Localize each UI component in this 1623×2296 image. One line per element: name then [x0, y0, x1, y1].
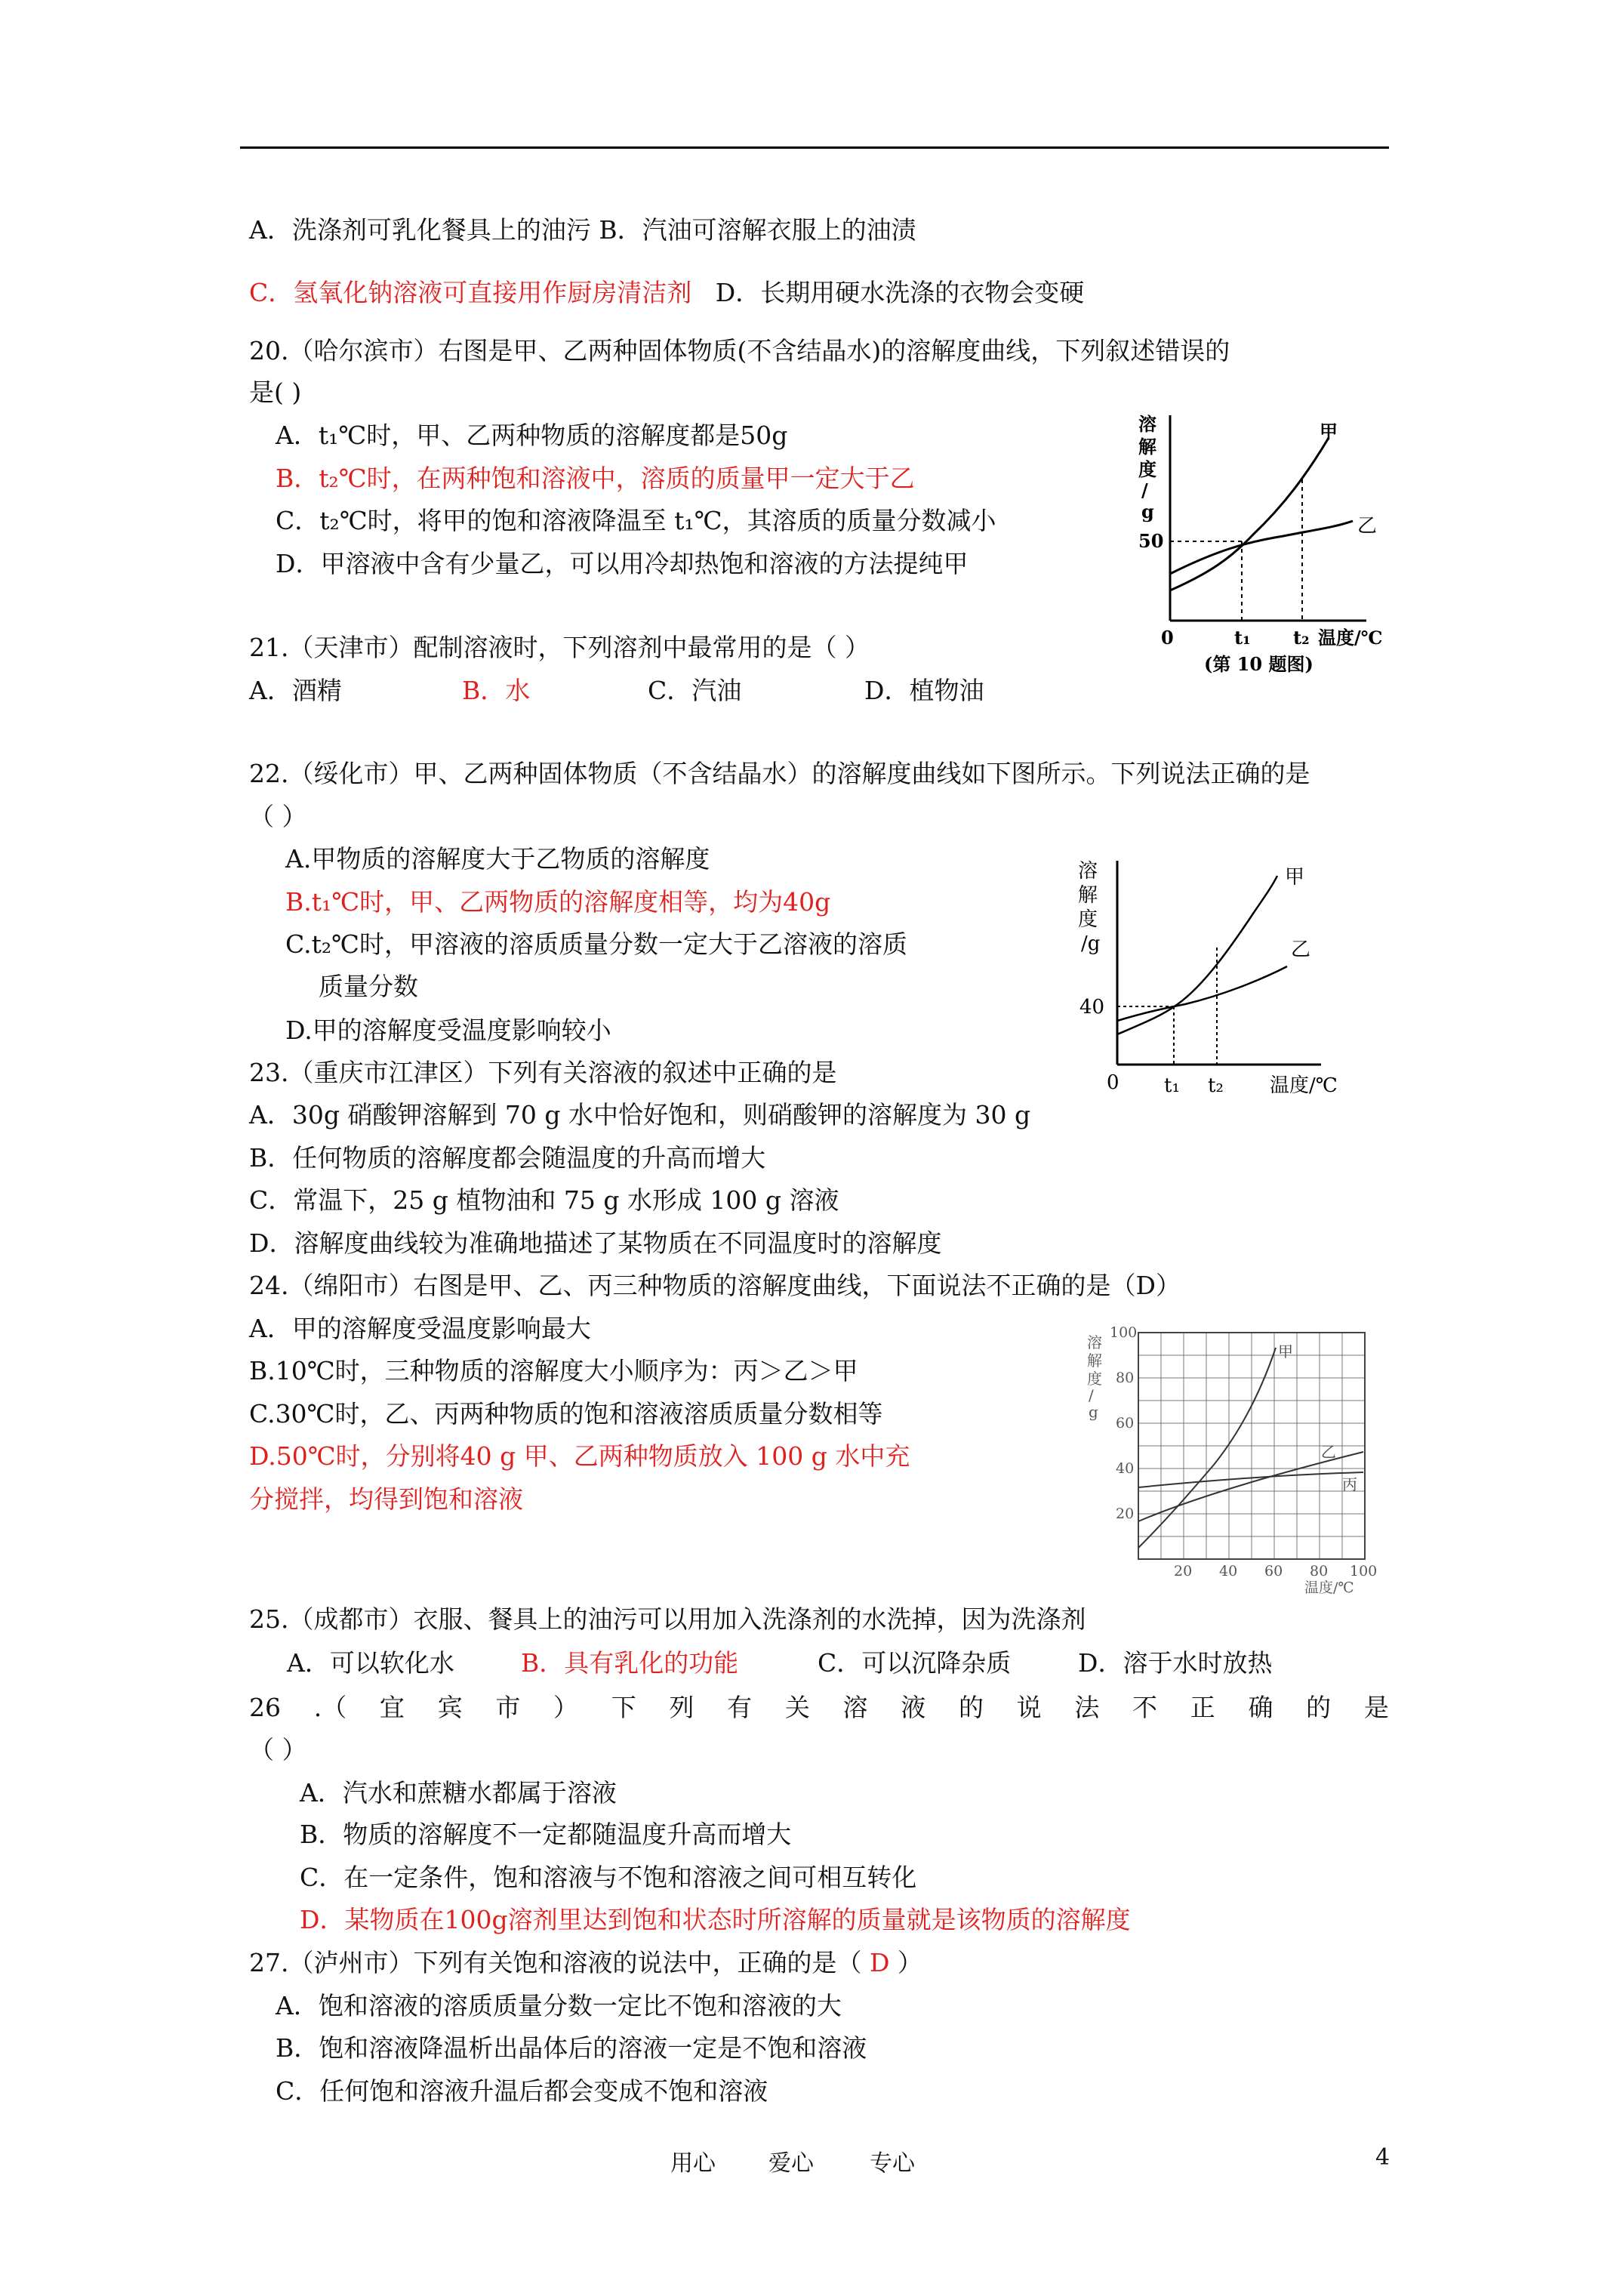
fig10-curve-jia: [1170, 438, 1329, 590]
q23-stem: 23.（重庆市江津区）下列有关溶液的叙述中正确的是: [249, 1058, 837, 1087]
q26-stem-char: 26: [249, 1693, 281, 1722]
q26-stem-char: 的: [958, 1693, 984, 1722]
footer-item-3: 专心: [870, 2150, 915, 2177]
q21-option-a: A．酒精: [249, 676, 342, 705]
q26-stem-char: 宜: [379, 1693, 405, 1722]
q20-option-d: D．甲溶液中含有少量乙，可以用冷却热饱和溶液的方法提纯甲: [276, 549, 969, 578]
fig22-tick-t1: t₁: [1164, 1074, 1180, 1097]
q26-stem-char: .（: [313, 1693, 347, 1722]
q27-stem: [249, 1948, 922, 1978]
fig24-xlabel: 温度/℃: [1304, 1579, 1354, 1596]
fig24-ylabel-3: 度: [1087, 1370, 1102, 1388]
fig24-curve-bing: [1138, 1472, 1363, 1487]
q22-option-d: D.甲的溶解度受温度影响较小: [285, 1015, 611, 1045]
q26-stem-char: 市: [495, 1693, 521, 1722]
fig10-curve-yi: [1170, 521, 1353, 574]
q19-options-ab: A．洗涤剂可乳化餐具上的油污 B．汽油可溶解衣服上的油渍: [249, 215, 916, 245]
q26-stem-char: 的: [1306, 1693, 1332, 1722]
q21-option-d: D．植物油: [864, 676, 984, 705]
footer-item-1: 用心: [670, 2150, 716, 2177]
q22-option-a: A.甲物质的溶解度大于乙物质的溶解度: [285, 844, 710, 874]
q20-option-c: C．t₂℃时，将甲的饱和溶液降温至 t₁℃，其溶质的质量分数减小: [276, 506, 996, 535]
q24-option-a: A．甲的溶解度受温度影响最大: [249, 1314, 591, 1343]
q26-stem-char: 溶: [842, 1693, 868, 1722]
fig24-ytick-80: 80: [1116, 1370, 1135, 1386]
q27-option-a: A．饱和溶液的溶质质量分数一定比不饱和溶液的大: [276, 1991, 842, 2020]
q24-option-d: D.50℃时，分别将40 g 甲、乙两种物质放入 100 g 水中充: [249, 1441, 910, 1471]
fig10-label-jia: 甲: [1320, 421, 1338, 442]
footer-item-2: 爱心: [768, 2150, 814, 2177]
q21-option-b: B．水: [462, 676, 531, 705]
fig24-label-yi: 乙: [1321, 1443, 1336, 1461]
q23-option-d: D．溶解度曲线较为准确地描述了某物质在不同温度时的溶解度: [249, 1228, 942, 1258]
fig22-ylabel-2: 解: [1078, 884, 1098, 907]
q26-stem-char: 宾: [437, 1693, 463, 1722]
q23-option-c: C．常温下，25 g 植物油和 75 g 水形成 100 g 溶液: [249, 1185, 839, 1215]
fig24-xtick-100: 100: [1350, 1563, 1378, 1579]
q22-option-b: B.t₁℃时，甲、乙两物质的溶解度相等，均为40g: [285, 887, 831, 917]
q26-stem-char: 关: [784, 1693, 810, 1722]
fig24-ylabel-5: g: [1089, 1403, 1098, 1421]
fig22-curve-jia: [1117, 876, 1277, 1034]
q26-stem: [249, 1693, 1389, 1723]
q25-option-a: A．可以软化水: [287, 1648, 454, 1678]
q26-stem-char: 正: [1190, 1693, 1215, 1722]
header-rule: [240, 146, 1389, 149]
q26-stem-char: 列: [669, 1693, 694, 1722]
q26-stem-cont: （ ）: [249, 1735, 307, 1764]
q19-option-c: C．氢氧化钠溶液可直接用作厨房清洁剂: [249, 278, 692, 307]
q27-stem-text: 27.（泸州市）下列有关饱和溶液的说法中，正确的是（: [249, 1948, 862, 1977]
q27-option-b: B．饱和溶液降温析出晶体后的溶液一定是不饱和溶液: [276, 2033, 867, 2063]
q22-stem-cont: （ ）: [249, 802, 307, 831]
fig22-curve-yi: [1117, 966, 1287, 1021]
q19-options-cd: [249, 278, 1084, 308]
q20-option-a: A．t₁℃时，甲、乙两种物质的溶解度都是50g: [276, 421, 788, 450]
q24-stem: 24.（绵阳市）右图是甲、乙、丙三种物质的溶解度曲线，下面说法不正确的是（D）: [249, 1271, 1181, 1300]
fig24-curve-yi: [1138, 1452, 1363, 1521]
fig22-tick-t2: t₂: [1208, 1074, 1224, 1097]
q25-stem: 25.（成都市）衣服、餐具上的油污可以用加入洗涤剂的水洗掉，因为洗涤剂: [249, 1604, 1086, 1634]
fig10-ylabel-3: 度: [1138, 458, 1156, 480]
fig22-ylabel-4: /g: [1081, 932, 1101, 955]
fig24-solubility-chart: [1078, 1318, 1380, 1604]
q20-stem-cont: 是( ): [249, 378, 302, 407]
q20-stem: 20.（哈尔滨市）右图是甲、乙两种固体物质(不含结晶水)的溶解度曲线，下列叙述错误的: [249, 336, 1230, 365]
fig24-ylabel-2: 解: [1087, 1351, 1102, 1370]
fig24-label-bing: 丙: [1342, 1475, 1357, 1493]
q26-stem-char: 说: [1016, 1693, 1042, 1722]
fig22-label-yi: 乙: [1291, 938, 1311, 961]
fig24-ytick-20: 20: [1116, 1505, 1135, 1522]
fig10-solubility-chart: [1132, 408, 1419, 687]
q27-option-c: C．任何饱和溶液升温后都会变成不饱和溶液: [276, 2076, 768, 2106]
fig10-tick-t1: t₁: [1234, 627, 1251, 649]
fig24-xtick-80: 80: [1310, 1563, 1329, 1579]
q21-stem: 21.（天津市）配制溶液时，下列溶剂中最常用的是（ ）: [249, 633, 870, 662]
fig22-label-jia: 甲: [1285, 866, 1305, 889]
fig24-xtick-20: 20: [1174, 1563, 1193, 1579]
q23-option-a: A．30g 硝酸钾溶解到 70 g 水中恰好饱和，则硝酸钾的溶解度为 30 g: [249, 1100, 1031, 1130]
q22-option-c: C.t₂℃时，甲溶液的溶质质量分数一定大于乙溶液的溶质: [285, 929, 907, 959]
fig10-ylabel-5: g: [1141, 501, 1154, 522]
fig22-origin: 0: [1107, 1071, 1119, 1094]
fig10-label-yi: 乙: [1357, 515, 1378, 538]
q25-option-d: D．溶于水时放热: [1078, 1648, 1273, 1678]
fig22-xlabel: 温度/℃: [1270, 1074, 1338, 1097]
fig22-solubility-chart: [1072, 853, 1374, 1117]
fig10-tick-t2: t₂: [1293, 627, 1310, 649]
q26-stem-char: 是: [1363, 1693, 1389, 1722]
fig10-xlabel: 温度/℃: [1318, 627, 1383, 649]
q22-option-c-cont: 质量分数: [319, 972, 418, 1001]
q26-stem-char: ）: [553, 1693, 579, 1722]
fig24-ytick-40: 40: [1116, 1460, 1135, 1477]
fig10-caption: (第 10 题图): [1204, 653, 1313, 675]
q26-stem-char: 不: [1132, 1693, 1158, 1722]
q22-stem: 22.（绥化市）甲、乙两种固体物质（不含结晶水）的溶解度曲线如下图所示。下列说法正确的是: [249, 759, 1310, 788]
q23-option-b: B．任何物质的溶解度都会随温度的升高而增大: [249, 1143, 766, 1173]
fig10-ylabel-4: /: [1141, 479, 1148, 501]
q26-stem-char: 下: [611, 1693, 636, 1722]
q26-option-d: D．某物质在100g溶剂里达到饱和状态时所溶解的质量就是该物质的溶解度: [300, 1905, 1131, 1934]
q25-option-c: C．可以沉降杂质: [818, 1648, 1012, 1678]
q24-option-c: C.30℃时，乙、丙两种物质的饱和溶液溶质质量分数相等: [249, 1399, 883, 1428]
q26-option-b: B．物质的溶解度不一定都随温度升高而增大: [300, 1820, 792, 1849]
fig24-xtick-60: 60: [1264, 1563, 1283, 1579]
q24-option-d-cont: 分搅拌，均得到饱和溶液: [249, 1484, 523, 1514]
fig24-label-jia: 甲: [1278, 1342, 1293, 1361]
fig22-tick-40: 40: [1079, 996, 1105, 1019]
fig24-ylabel-4: /: [1089, 1386, 1094, 1404]
q27-answer: D: [861, 1948, 898, 1977]
q26-option-c: C．在一定条件，饱和溶液与不饱和溶液之间可相互转化: [300, 1863, 917, 1892]
q26-stem-char: 液: [901, 1693, 926, 1722]
q27-stem-end: ）: [897, 1948, 922, 1977]
q26-stem-char: 确: [1248, 1693, 1273, 1722]
q26-stem-char: 有: [727, 1693, 753, 1722]
q24-option-b: B.10℃时，三种物质的溶解度大小顺序为：丙＞乙＞甲: [249, 1356, 858, 1385]
q20-option-b: B．t₂℃时，在两种饱和溶液中，溶质的质量甲一定大于乙: [276, 464, 915, 493]
fig10-ylabel-2: 解: [1138, 436, 1156, 458]
q26-option-a: A．汽水和蔗糖水都属于溶液: [300, 1778, 617, 1808]
fig22-ylabel-1: 溶: [1078, 860, 1098, 883]
fig24-xtick-40: 40: [1219, 1563, 1238, 1579]
fig10-tick-50: 50: [1138, 530, 1164, 552]
fig24-ytick-60: 60: [1116, 1415, 1135, 1432]
fig22-ylabel-3: 度: [1078, 908, 1098, 931]
fig10-ylabel-1: 溶: [1138, 413, 1156, 435]
q21-option-c: C．汽油: [648, 676, 742, 705]
fig10-origin: 0: [1161, 627, 1174, 649]
fig24-ylabel-1: 溶: [1087, 1333, 1102, 1351]
page-number: 4: [1375, 2144, 1390, 2171]
q26-stem-char: 法: [1074, 1693, 1100, 1722]
fig24-ytick-100: 100: [1110, 1324, 1138, 1341]
q25-option-b: B．具有乳化的功能: [521, 1648, 739, 1678]
q19-option-d: D．长期用硬水洗涤的衣物会变硬: [715, 278, 1085, 307]
